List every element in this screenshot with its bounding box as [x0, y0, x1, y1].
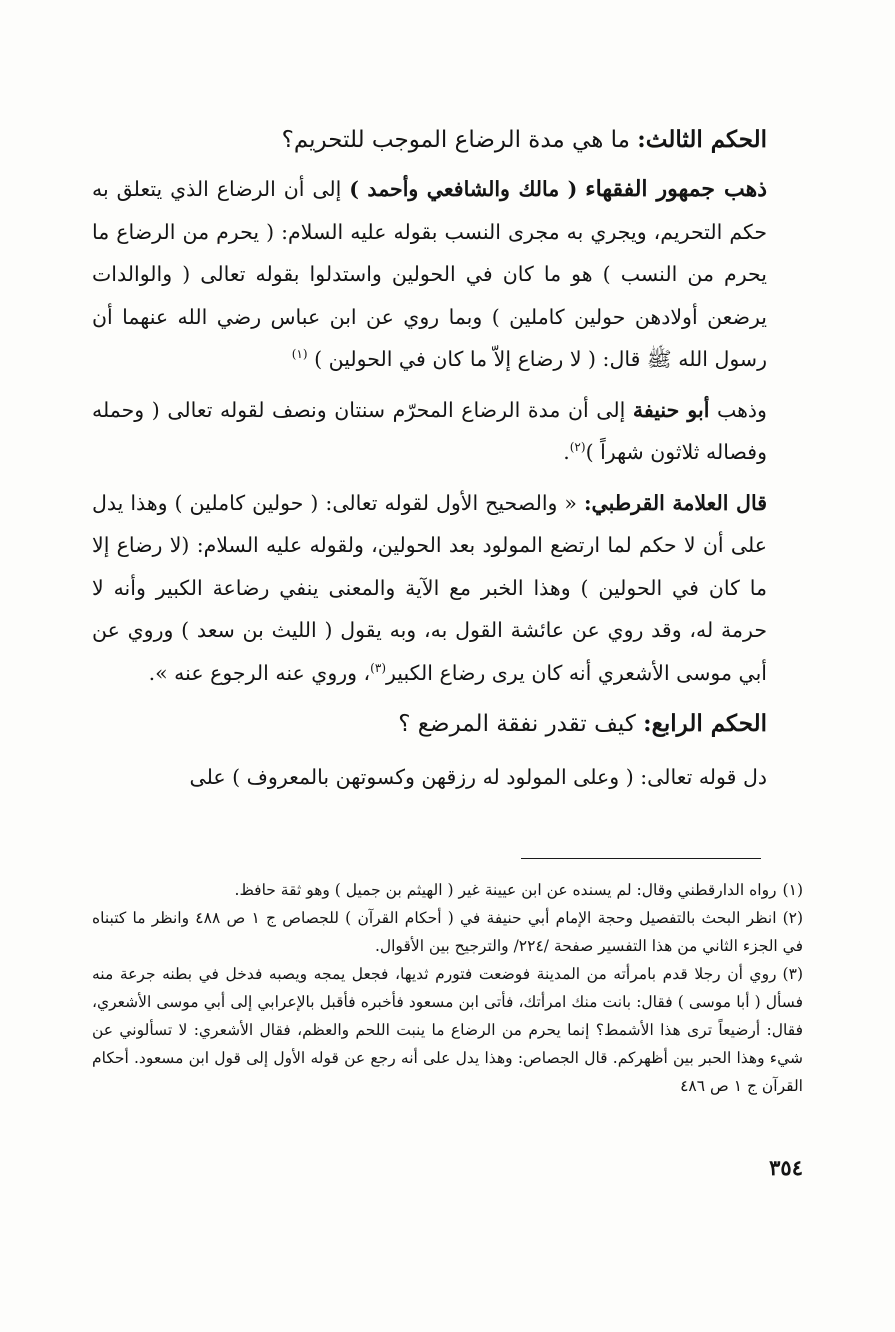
ruling-4-label: الحكم الرابع:	[643, 710, 767, 737]
footnote-1	[92, 876, 803, 904]
footnote-ref-1[interactable]: (١)	[291, 347, 308, 362]
abu-hanifa-name: أبو حنيفة	[632, 397, 710, 422]
footnotes	[92, 876, 803, 1100]
footnote-2-text: انظر البحث بالتفصيل وحجة الإمام أبي حنيفة في ( أحكام القرآن ) للجصاص ج ١ ص ٤٨٨ وانظر ما كتبناه في الجزء الثاني من هذا التفسير صفحة /٢٢٤/ والترجيح بين الأقوال.	[92, 909, 803, 955]
main-text	[92, 118, 767, 807]
footnote-1-number: (١)	[782, 881, 803, 899]
ruling-3-heading	[92, 118, 767, 162]
footnote-ref-3[interactable]: (٣)	[370, 660, 386, 675]
footnote-ref-2[interactable]: (٢)	[569, 440, 586, 455]
page-number: ٣٥٤	[769, 1155, 803, 1180]
ruling-4-heading	[92, 702, 767, 746]
paragraph-3-text-2: ، وروي عنه الرجوع عنه ».	[148, 660, 371, 685]
ruling-3-label: الحكم الثالث:	[637, 126, 767, 153]
footnote-3-number: (٣)	[782, 965, 803, 983]
footnote-3	[92, 960, 803, 1100]
footnote-2	[92, 904, 803, 960]
paragraph-1-text: إلى أن الرضاع الذي يتعلق به حكم التحريم، ويجري به مجرى النسب بقوله عليه السلام: ( يحرم من الرضاع ما يحرم من النسب ) هو ما كان في الحولين واستدلوا بقوله تعالى ( والوالدات يرضعن أولادهن حولين كاملين ) وبما روي عن ابن عباس رضي الله عنهما أن رسول الله ﷺ قال: ( لا رضاع إلاّ ما كان في الحولين )	[92, 177, 767, 371]
paragraph-nafaqa	[92, 756, 767, 799]
paragraph-2-lead: وذهب	[716, 397, 767, 422]
paragraph-2-text: إلى أن مدة الرضاع المحرّم سنتان ونصف لقوله تعالى ( وحمله وفصاله ثلاثون شهراً )	[92, 397, 767, 464]
paragraph-abu-hanifa-view	[92, 389, 767, 474]
paragraph-3-lead: قال العلامة القرطبي:	[583, 490, 767, 515]
paragraph-1-lead: ذهب جمهور الفقهاء	[585, 176, 767, 202]
footnote-2-number: (٢)	[782, 909, 804, 927]
footnote-3-text: روي أن رجلا قدم بامرأته من المدينة فوضعت فتورم ثديها، فجعل يمجه ويصبه فدخل في بطنه جرعة منه فسأل ( أبا موسى ) فقال: بانت منك امرأتك، فأتى ابن مسعود فأخبره فأقبل بالإعرابي إلى أبي موسى الأشعري، فقال: أرضيعاً ترى هذا الأشمط؟ إنما يحرم من الرضاع ما ينبت اللحم والعظم، فقال الأشعري: لا تسألوني عن شيء وهذا الحبر بين أظهركم. قال الجصاص: وهذا يدل على أنه رجع عن قوله الأول إلى قول ابن مسعود. أحكام القرآن ج ١ ص ٤٨٦	[92, 965, 803, 1095]
footnote-separator	[521, 858, 761, 859]
ruling-3-question: ما هي مدة الرضاع الموجب للتحريم؟	[281, 127, 630, 153]
madhhabs-list: ( مالك والشافعي وأحمد )	[349, 177, 578, 201]
paragraph-3-text-1: « والصحيح الأول لقوله تعالى: ( حولين كاملين ) وهذا يدل على أن لا حكم لما ارتضع المولود بعد الحولين، ولقوله عليه السلام: (لا رضاع إلا ما كان في الحولين ) وهذا الخبر مع الآية والمعنى ينفي رضاعة الكبير وأنه لا حرمة له، وقد روي عن عائشة القول به، وبه يقول ( الليث بن سعد ) وروي عن أبي موسى الأشعري أنه كان يرى رضاع الكبير	[92, 490, 767, 685]
paragraph-qurtubi-quote	[92, 482, 767, 695]
ruling-4-question: كيف تقدر نفقة المرضع ؟	[398, 711, 636, 737]
footnote-1-text: رواه الدارقطني وقال: لم يسنده عن ابن عيينة غير ( الهيثم بن جميل ) وهو ثقة حافظ.	[234, 881, 777, 899]
paragraph-4-text: دل قوله تعالى: ( وعلى المولود له رزقهن وكسوتهن بالمعروف ) على	[189, 765, 767, 789]
paragraph-2-end: .	[563, 440, 570, 464]
paragraph-majority-view	[92, 168, 767, 381]
